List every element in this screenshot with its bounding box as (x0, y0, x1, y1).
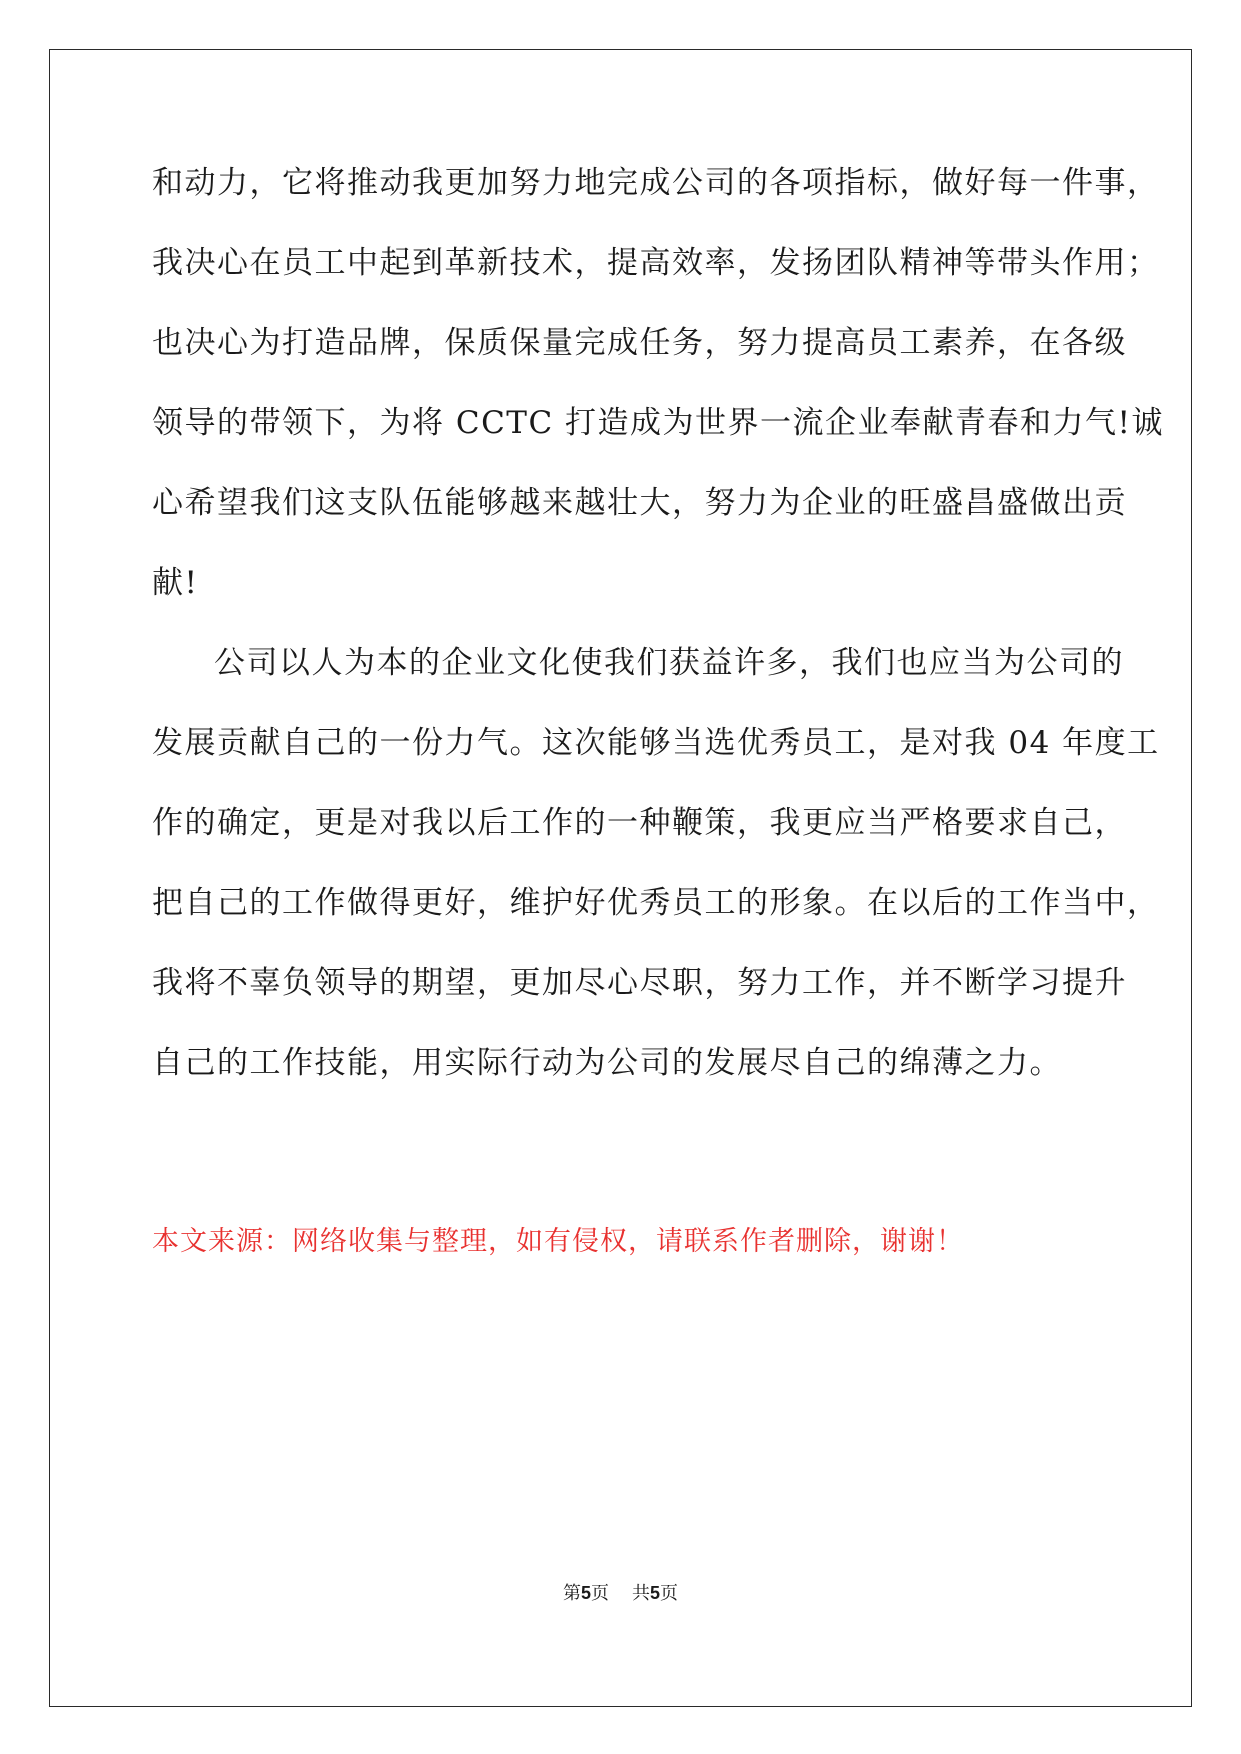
text-line: 作的确定，更是对我以后工作的一种鞭策，我更应当严格要求自己， (152, 805, 1127, 841)
text-line: 也决心为打造品牌，保质保量完成任务，努力提高员工素养，在各级 (152, 325, 1127, 361)
total-prefix: 共 (631, 1583, 650, 1604)
document-body (152, 163, 1164, 1123)
paragraph-2 (152, 643, 1160, 1123)
page-prefix: 第 (563, 1583, 582, 1604)
total-suffix: 页 (659, 1583, 678, 1604)
text-line: 和动力，它将推动我更加努力地完成公司的各项指标，做好每一件事， (152, 165, 1160, 201)
text-line: 我将不辜负领导的期望，更加尽心尽职，努力工作，并不断学习提升 (152, 965, 1127, 1001)
text-line: 自己的工作技能，用实际行动为公司的发展尽自己的绵薄之力。 (152, 1045, 1062, 1081)
text-line: 公司以人为本的企业文化使我们获益许多，我们也应当为公司的 (214, 645, 1124, 681)
source-note: 本文来源：网络收集与整理，如有侵权，请联系作者删除，谢谢！ (152, 1226, 964, 1257)
text-line: 献! (152, 565, 199, 601)
text-line: 心希望我们这支队伍能够越来越壮大，努力为企业的旺盛昌盛做出贡 (152, 485, 1127, 521)
page-mid: 页 (591, 1583, 610, 1604)
text-line: 把自己的工作做得更好，维护好优秀员工的形象。在以后的工作当中， (152, 885, 1160, 921)
text-line: 发展贡献自己的一份力气。这次能够当选优秀员工，是对我 04 年度工 (152, 725, 1160, 761)
text-line: 领导的带领下，为将 CCTC 打造成为世界一流企业奉献青春和力气!诚 (152, 405, 1164, 441)
text-line: 我决心在员工中起到革新技术，提高效率，发扬团队精神等带头作用； (152, 245, 1160, 281)
paragraph-1 (152, 163, 1164, 643)
page-current: 5 (581, 1583, 592, 1603)
page-total: 5 (649, 1583, 660, 1603)
page-footer (0, 1579, 1241, 1605)
